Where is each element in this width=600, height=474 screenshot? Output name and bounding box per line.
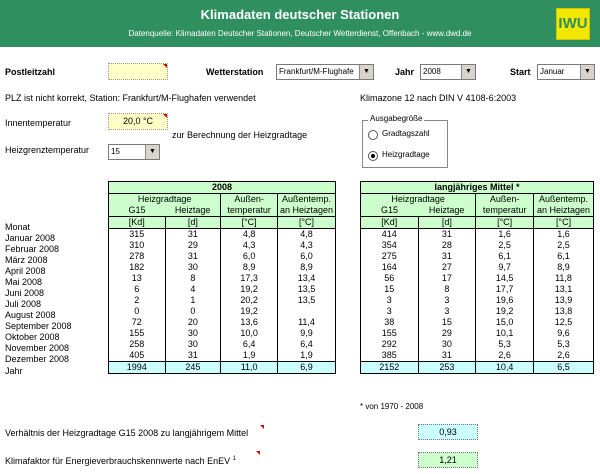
postleitzahl-input[interactable] <box>108 63 168 80</box>
table-row <box>109 240 336 251</box>
iwu-logo: IWU <box>556 8 590 40</box>
radio-circle-icon[interactable] <box>368 130 378 140</box>
month-label: November 2008 <box>5 343 70 353</box>
unit-c: [°C] <box>278 217 336 229</box>
table-cell: 17,3 <box>221 273 278 284</box>
col-heizgradtage: Heizgradtage <box>109 194 221 206</box>
table-sum-cell: 10,4 <box>476 362 534 374</box>
postleitzahl-label: Postleitzahl <box>5 67 56 77</box>
table-row <box>361 273 594 284</box>
table-cell: 13,1 <box>534 284 594 295</box>
table-cell: 17,7 <box>476 284 534 295</box>
table-cell: 6,4 <box>221 339 278 350</box>
table-row <box>109 306 336 317</box>
table-row <box>109 262 336 273</box>
table-cell: 0 <box>109 306 166 317</box>
table-cell: 1,6 <box>534 229 594 241</box>
table-cell: 11,8 <box>534 273 594 284</box>
table-sum-cell: 2152 <box>361 362 419 374</box>
chevron-down-icon[interactable]: ▼ <box>461 65 475 79</box>
radio-dot-icon <box>371 154 375 158</box>
heizgrenztemperatur-select[interactable] <box>108 144 160 160</box>
table-cell: 13,6 <box>221 317 278 328</box>
month-label: Februar 2008 <box>5 244 60 254</box>
klimafaktor-sup: 1 <box>232 456 236 462</box>
table-row <box>109 229 336 241</box>
table-cell: 385 <box>361 350 419 362</box>
table-cell: 6,0 <box>278 251 336 262</box>
header-banner <box>0 0 600 47</box>
col-g15: G15 <box>361 205 419 217</box>
table-cell: 8,9 <box>534 262 594 273</box>
monat-label: Monat <box>5 222 31 232</box>
klimafaktor-value: 1,21 <box>418 452 478 468</box>
jahr-value: 2008 <box>423 67 441 76</box>
table-row <box>361 295 594 306</box>
table-cell: 354 <box>361 240 419 251</box>
table-cell: 31 <box>165 251 221 262</box>
table-cell: 258 <box>109 339 166 350</box>
comment-marker <box>256 425 264 431</box>
page-title: Klimadaten deutscher Stationen <box>200 7 400 22</box>
radio-heizgradtage[interactable] <box>368 150 438 162</box>
plz-status-text: PLZ ist nicht korrekt, Station: Frankfurt/M-Flughafen verwendet <box>5 93 256 103</box>
table-row <box>361 350 594 362</box>
table-cell: 9,7 <box>476 262 534 273</box>
ausgabe-title: Ausgabegröße <box>370 114 423 123</box>
table-cell: 275 <box>361 251 419 262</box>
month-label: März 2008 <box>5 255 48 265</box>
table-row <box>361 240 594 251</box>
table-cell: 155 <box>361 328 419 339</box>
group-header-mittel: langjähriges Mittel * <box>361 182 594 194</box>
table-cell: 30 <box>165 328 221 339</box>
table-cell: 13,9 <box>534 295 594 306</box>
table-cell: 29 <box>418 328 476 339</box>
table-cell: 278 <box>109 251 166 262</box>
table-sum-cell: 245 <box>165 362 221 374</box>
table-cell: 30 <box>165 339 221 350</box>
table-cell: 315 <box>109 229 166 241</box>
heizgradtage-note: zur Berechnung der Heizgradtage <box>172 130 308 140</box>
table-cell: 20,2 <box>221 295 278 306</box>
unit-d: [d] <box>418 217 476 229</box>
table-cell: 19,2 <box>221 284 278 295</box>
chevron-down-icon[interactable]: ▼ <box>145 145 159 159</box>
table-cell: 15 <box>418 317 476 328</box>
table-cell: 0 <box>165 306 221 317</box>
chevron-down-icon[interactable]: ▼ <box>359 65 373 79</box>
start-label: Start <box>510 67 531 77</box>
table-row <box>109 251 336 262</box>
table-row <box>109 273 336 284</box>
table-row <box>109 339 336 350</box>
col-heiztage: Heiztage <box>428 205 465 215</box>
table-row <box>361 317 594 328</box>
table-cell: 4,8 <box>221 229 278 241</box>
table-cell: 4,3 <box>221 240 278 251</box>
table-row <box>361 306 594 317</box>
table-row <box>109 295 336 306</box>
table-cell: 2,6 <box>534 350 594 362</box>
unit-kd: [Kd] <box>109 217 166 229</box>
table-row <box>361 339 594 350</box>
table-cell: 6,0 <box>221 251 278 262</box>
col-heizgradtage: Heizgradtage <box>361 194 476 206</box>
table-cell: 15 <box>361 284 419 295</box>
table-cell: 3 <box>418 295 476 306</box>
table-cell: 56 <box>361 273 419 284</box>
table-cell <box>278 306 336 317</box>
table-cell: 6,4 <box>278 339 336 350</box>
month-label: April 2008 <box>5 266 46 276</box>
innentemperatur-input[interactable]: 20,0 °C <box>108 113 168 130</box>
table-row <box>361 262 594 273</box>
wetterstation-value: Frankfurt/M-Flughafe <box>279 67 354 76</box>
table-cell: 3 <box>361 306 419 317</box>
table-cell: 13,8 <box>534 306 594 317</box>
table-sum-cell: 11,0 <box>221 362 278 374</box>
table-cell: 182 <box>109 262 166 273</box>
jahr-label: Jahr <box>395 67 415 77</box>
table-sum-cell: 6,5 <box>534 362 594 374</box>
table-cell: 292 <box>361 339 419 350</box>
table-cell: 9,6 <box>534 328 594 339</box>
table-cell: 6,1 <box>476 251 534 262</box>
comment-marker <box>252 451 260 457</box>
col-aussentemp: Außentemp. <box>534 194 594 206</box>
table-cell: 29 <box>165 240 221 251</box>
table-cell: 20 <box>165 317 221 328</box>
table-row <box>361 328 594 339</box>
unit-d: [d] <box>165 217 221 229</box>
klimafaktor-label <box>5 456 236 466</box>
wetterstation-select[interactable] <box>276 64 374 80</box>
month-label: August 2008 <box>5 310 56 320</box>
month-label: Oktober 2008 <box>5 332 60 342</box>
table-cell: 164 <box>361 262 419 273</box>
table-cell: 31 <box>418 350 476 362</box>
table-cell: 2,5 <box>534 240 594 251</box>
jahr-select[interactable] <box>420 64 476 80</box>
table-sum-row <box>361 362 594 374</box>
table-cell: 31 <box>418 251 476 262</box>
table-row <box>109 284 336 295</box>
verhaeltnis-value: 0,93 <box>418 424 478 440</box>
month-label: Januar 2008 <box>5 233 56 243</box>
radio-gradtagszahl[interactable] <box>368 129 438 141</box>
col-aussen: Außen- <box>476 194 534 206</box>
heizgrenztemperatur-value: 15 <box>111 147 120 156</box>
table-2008 <box>108 181 336 374</box>
table-cell: 19,2 <box>476 306 534 317</box>
table-cell: 12,5 <box>534 317 594 328</box>
table-cell: 2,6 <box>476 350 534 362</box>
table-cell: 10,1 <box>476 328 534 339</box>
radio-selected-icon[interactable] <box>368 151 378 161</box>
table-cell: 1,9 <box>221 350 278 362</box>
table-cell: 11,4 <box>278 317 336 328</box>
unit-kd: [Kd] <box>361 217 419 229</box>
table-cell: 5,3 <box>534 339 594 350</box>
klimafaktor-text: Klimafaktor für Energieverbrauchskennwerte nach EnEV <box>5 456 231 466</box>
table-cell: 4 <box>165 284 221 295</box>
table-cell: 6 <box>109 284 166 295</box>
start-value: Januar <box>540 67 565 76</box>
table-sum-row <box>109 362 336 374</box>
table-cell: 8 <box>165 273 221 284</box>
month-label: Juni 2008 <box>5 288 45 298</box>
col-g15: G15 <box>109 205 166 217</box>
month-column <box>5 233 72 378</box>
table-cell: 5,3 <box>476 339 534 350</box>
col-temperatur: temperatur <box>221 205 278 217</box>
table-cell: 4,3 <box>278 240 336 251</box>
unit-c: [°C] <box>221 217 278 229</box>
table-cell: 31 <box>165 229 221 241</box>
table-cell: 3 <box>361 295 419 306</box>
table-cell: 30 <box>165 262 221 273</box>
table-cell: 14,5 <box>476 273 534 284</box>
col-heiztage: Heiztage <box>174 205 211 215</box>
table-row <box>361 251 594 262</box>
table-sum-cell: 253 <box>418 362 476 374</box>
table-row <box>109 317 336 328</box>
table-cell: 1,6 <box>476 229 534 241</box>
table-mittel <box>360 181 594 374</box>
table-cell: 2,5 <box>476 240 534 251</box>
table-cell: 405 <box>109 350 166 362</box>
col-temperatur: temperatur <box>476 205 534 217</box>
table-cell: 8,9 <box>278 262 336 273</box>
table-cell: 31 <box>165 350 221 362</box>
page-subtitle: Datenquelle: Klimadaten Deutscher Stationen, Deutscher Wetterdienst, Offenbach - www.dwd.de <box>128 29 472 38</box>
unit-c: [°C] <box>534 217 594 229</box>
month-label: September 2008 <box>5 321 72 331</box>
table-cell: 17 <box>418 273 476 284</box>
table-cell: 30 <box>418 339 476 350</box>
table-cell: 19,6 <box>476 295 534 306</box>
table-cell: 13 <box>109 273 166 284</box>
table-cell: 310 <box>109 240 166 251</box>
footnote: * von 1970 - 2008 <box>360 402 424 411</box>
col-an-heiztagen: an Heiztagen <box>278 205 336 217</box>
sum-label: Jahr <box>5 366 23 376</box>
unit-c: [°C] <box>476 217 534 229</box>
table-cell: 414 <box>361 229 419 241</box>
table-cell: 6,1 <box>534 251 594 262</box>
table-cell: 72 <box>109 317 166 328</box>
table-cell: 4,8 <box>278 229 336 241</box>
table-sum-cell: 1994 <box>109 362 166 374</box>
table-cell: 28 <box>418 240 476 251</box>
start-select[interactable] <box>537 64 595 80</box>
wetterstation-label: Wetterstation <box>206 67 264 77</box>
table-cell: 19,2 <box>221 306 278 317</box>
table-cell: 1 <box>165 295 221 306</box>
month-label: Dezember 2008 <box>5 354 70 364</box>
table-cell: 15,0 <box>476 317 534 328</box>
chevron-down-icon[interactable]: ▼ <box>580 65 594 79</box>
table-cell: 3 <box>418 306 476 317</box>
table-cell: 13,4 <box>278 273 336 284</box>
table-cell: 13,5 <box>278 295 336 306</box>
table-cell: 13,5 <box>278 284 336 295</box>
klimazone-text: Klimazone 12 nach DIN V 4108-6:2003 <box>360 93 517 103</box>
radio-gradtagszahl-label: Gradtagszahl <box>382 129 430 138</box>
col-an-heiztagen: an Heiztagen <box>534 205 594 217</box>
table-cell: 10,0 <box>221 328 278 339</box>
table-2008-body <box>109 229 336 374</box>
verhaeltnis-label: Verhältnis der Heizgradtage G15 2008 zu langjährigem Mittel <box>5 428 249 438</box>
table-mittel-body <box>361 229 594 374</box>
table-row <box>109 350 336 362</box>
table-cell: 8,9 <box>221 262 278 273</box>
month-label: Mai 2008 <box>5 277 43 287</box>
table-cell: 8 <box>418 284 476 295</box>
table-cell: 38 <box>361 317 419 328</box>
table-cell: 1,9 <box>278 350 336 362</box>
radio-heizgradtage-label: Heizgradtage <box>382 150 430 159</box>
table-row <box>109 328 336 339</box>
table-sum-cell: 6,9 <box>278 362 336 374</box>
table-cell: 9,9 <box>278 328 336 339</box>
col-aussentemp: Außentemp. <box>278 194 336 206</box>
month-label: Juli 2008 <box>5 299 42 309</box>
group-header-2008: 2008 <box>109 182 336 194</box>
table-row <box>361 284 594 295</box>
heizgrenztemperatur-label: Heizgrenztemperatur <box>5 145 90 155</box>
table-cell: 31 <box>418 229 476 241</box>
table-cell: 2 <box>109 295 166 306</box>
col-aussen: Außen- <box>221 194 278 206</box>
table-cell: 155 <box>109 328 166 339</box>
table-row <box>361 229 594 241</box>
table-cell: 27 <box>418 262 476 273</box>
innentemperatur-label: Innentemperatur <box>5 118 72 128</box>
